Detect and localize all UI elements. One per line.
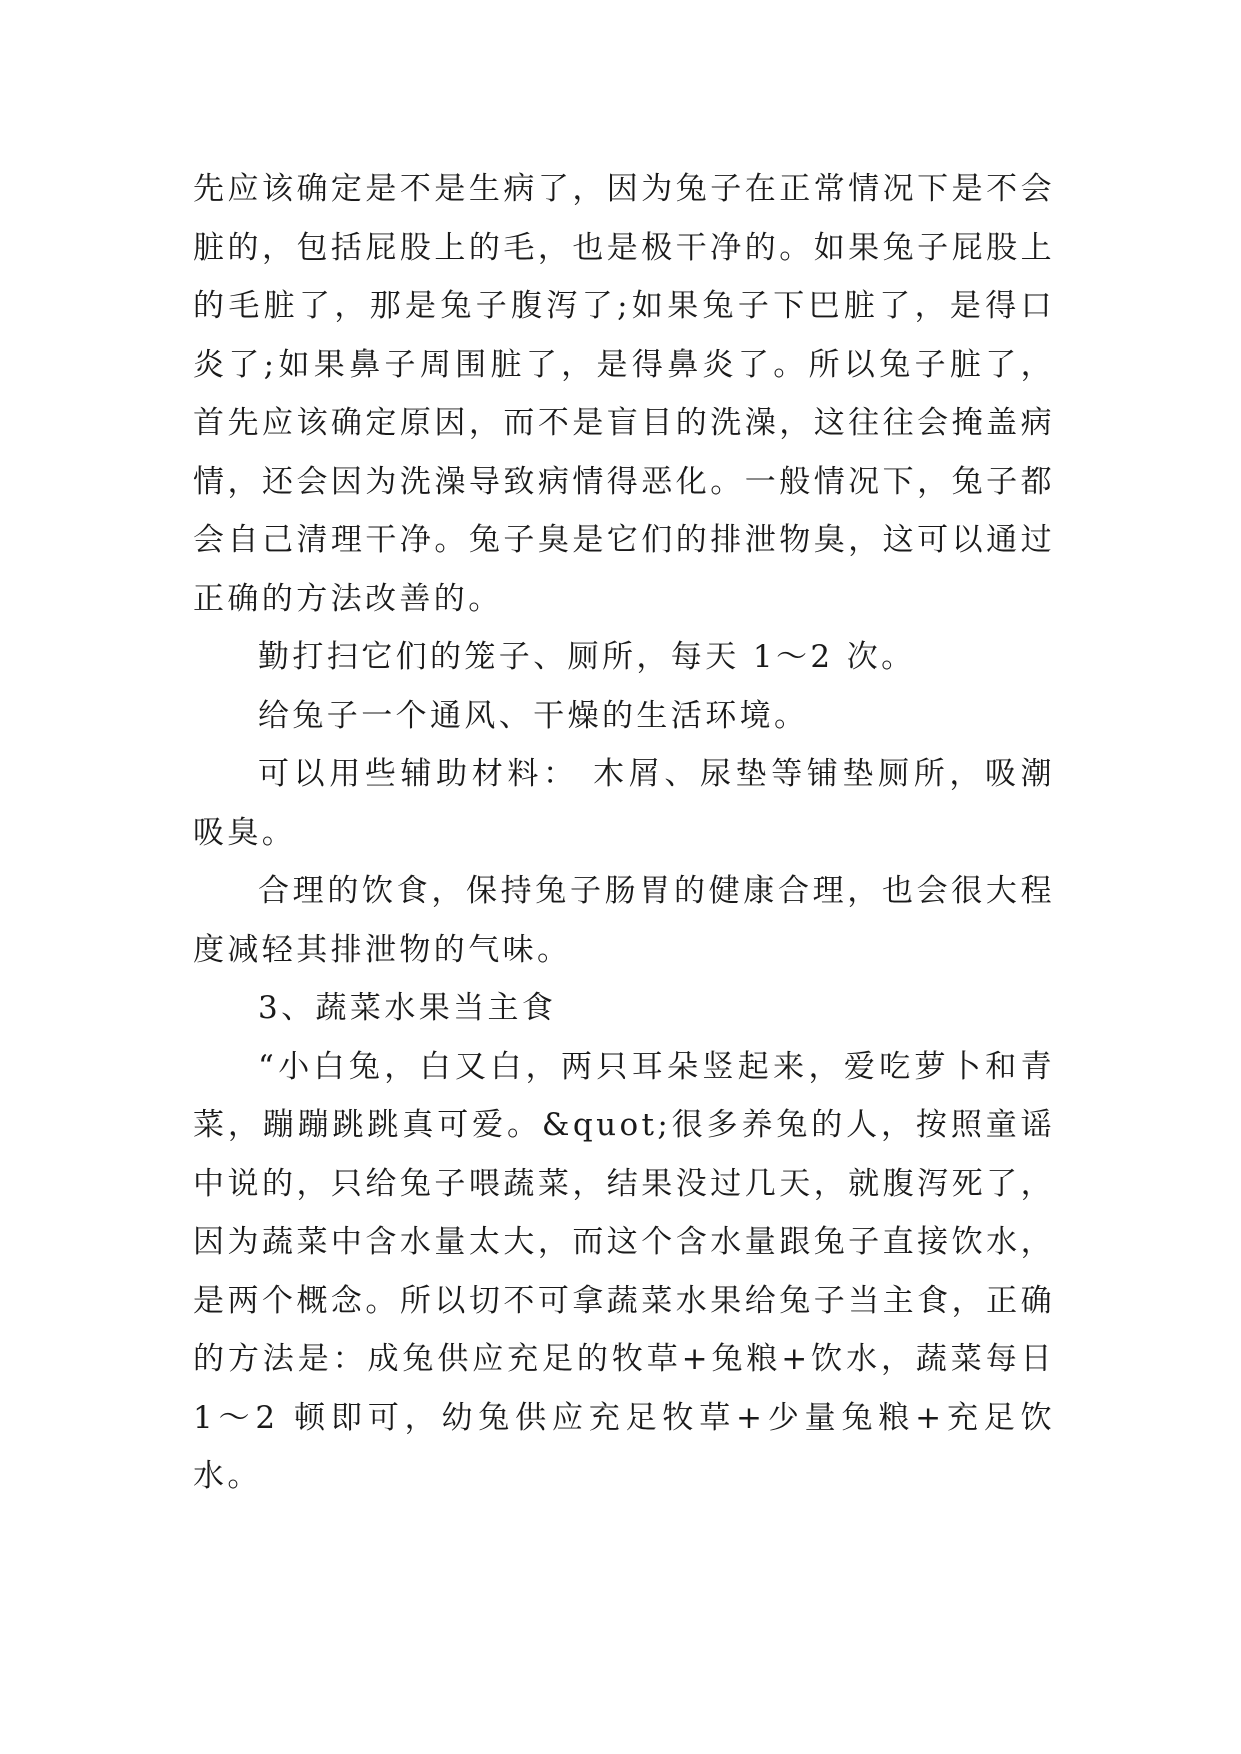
paragraph-5: 合理的饮食，保持兔子肠胃的健康合理，也会很大程度减轻其排泄物的气味。 <box>193 873 1055 968</box>
paragraph-6: “小白兔，白又白，两只耳朵竖起来，爱吃萝卜和青菜，蹦蹦跳跳真可爱。&quot;很多养兔的人，按照童谣中说的，只给兔子喂蔬菜，结果没过几天，就腹泻死了，因为蔬菜中含水量太大，而这个含水量跟兔子直接饮水，是两个概念。所以切不可拿蔬菜水果给兔子当主食，正确的方法是：成兔供应充足的牧草+兔粮+饮水，蔬菜每日 1～2 顿即可，幼兔供应充足牧草+少量兔粮+充足饮水。 <box>193 1048 1055 1494</box>
section-heading: 3、蔬菜水果当主食 <box>258 990 557 1026</box>
paragraph-2: 勤打扫它们的笼子、厕所，每天 1～2 次。 <box>258 639 916 675</box>
paragraph-4: 可以用些辅助材料： 木屑、尿垫等铺垫厕所，吸潮吸臭。 <box>193 756 1055 851</box>
paragraph-3: 给兔子一个通风、干燥的生活环境。 <box>258 697 809 734</box>
document-body <box>193 160 1055 1506</box>
paragraph-1: 先应该确定是不是生病了，因为兔子在正常情况下是不会脏的，包括屁股上的毛，也是极干净的。如果兔子屁股上的毛脏了，那是兔子腹泻了;如果兔子下巴脏了，是得口炎了;如果鼻子周围脏了，是得鼻炎了。所以兔子脏了，首先应该确定原因，而不是盲目的洗澡，这往往会掩盖病情，还会因为洗澡导致病情得恶化。一般情况下，兔子都会自己清理干净。兔子臭是它们的排泄物臭，这可以通过正确的方法改善的。 <box>193 171 1055 617</box>
